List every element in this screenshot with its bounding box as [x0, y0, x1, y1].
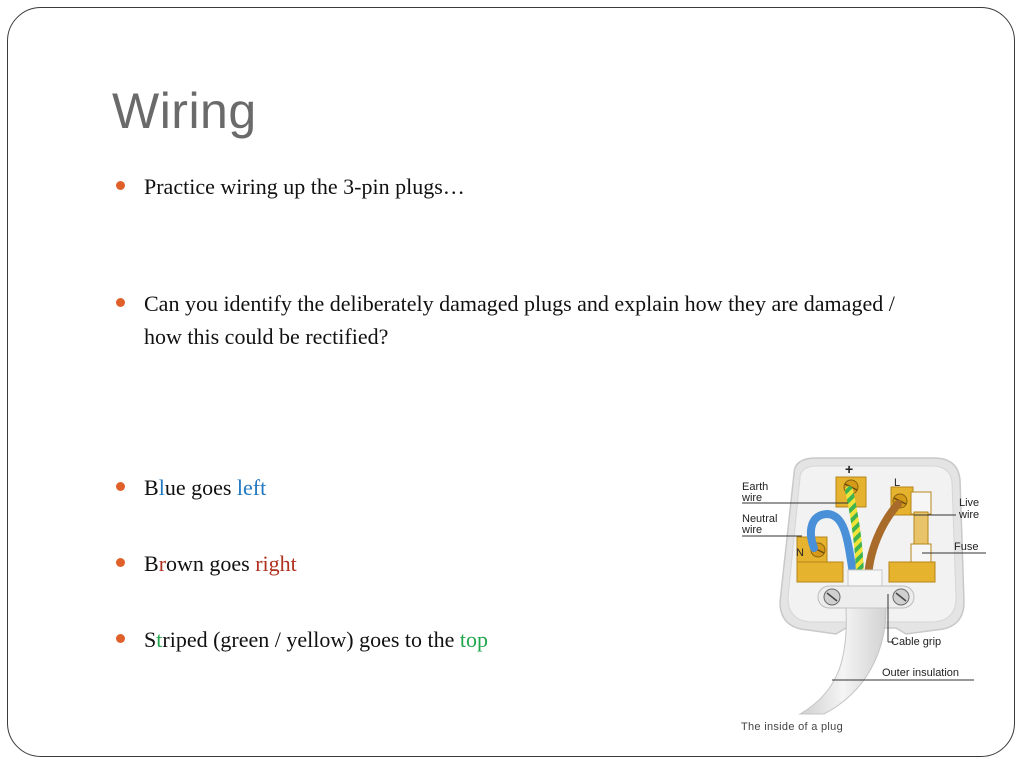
neutral-wire-label-2: wire — [742, 524, 763, 536]
diagram-caption: The inside of a plug — [741, 721, 844, 733]
bullet-rest: riped (green / yellow) goes to the — [162, 627, 460, 652]
earth-symbol-label: + — [845, 461, 854, 477]
bullet-text: Can you identify the deliberately damaged plugs and explain how they are damaged / how this could be rectified? — [144, 291, 895, 349]
bullet-first: B — [144, 475, 159, 500]
bullet-highlight: left — [236, 475, 267, 500]
earth-wire-label-2: wire — [742, 492, 763, 504]
bullet-practice — [116, 170, 916, 203]
bullet-rest: ue goes — [164, 475, 237, 500]
bullet-highlight: right — [255, 551, 297, 576]
neutral-wire-label-1: Neutral — [742, 513, 778, 525]
bullet-accent: l — [158, 475, 165, 500]
bullet-first: B — [144, 551, 159, 576]
bullet-dot — [116, 634, 125, 643]
bullet-accent: r — [158, 551, 167, 576]
l-label: L — [894, 477, 901, 489]
plug-diagram — [736, 452, 996, 742]
bullet-identify — [116, 287, 924, 353]
n-label: N — [796, 547, 804, 559]
fuse-clip-top — [911, 492, 931, 514]
cable-core — [848, 570, 882, 588]
bullet-dot — [116, 181, 125, 190]
bullet-text: Practice wiring up the 3-pin plugs… — [144, 174, 465, 199]
bullet-accent: t — [156, 627, 163, 652]
cable-grip-label: Cable grip — [891, 636, 942, 648]
slide-title: Wiring — [112, 83, 257, 139]
bullet-highlight: top — [459, 627, 489, 652]
live-wire-label-2: wire — [959, 509, 980, 521]
bullet-dot — [116, 482, 125, 491]
outer-insulation-label: Outer insulation — [882, 667, 960, 679]
plug-diagram-svg — [736, 452, 996, 742]
earth-wire-label-1: Earth — [742, 481, 769, 493]
bullet-rest: own goes — [166, 551, 256, 576]
bullet-first: S — [144, 627, 157, 652]
live-pin-base — [889, 562, 935, 582]
bullet-dot — [116, 558, 125, 567]
live-wire-label-1: Live — [959, 497, 980, 509]
fuse-label: Fuse — [954, 541, 979, 553]
bullet-dot — [116, 298, 125, 307]
neutral-pin-base — [797, 562, 843, 582]
